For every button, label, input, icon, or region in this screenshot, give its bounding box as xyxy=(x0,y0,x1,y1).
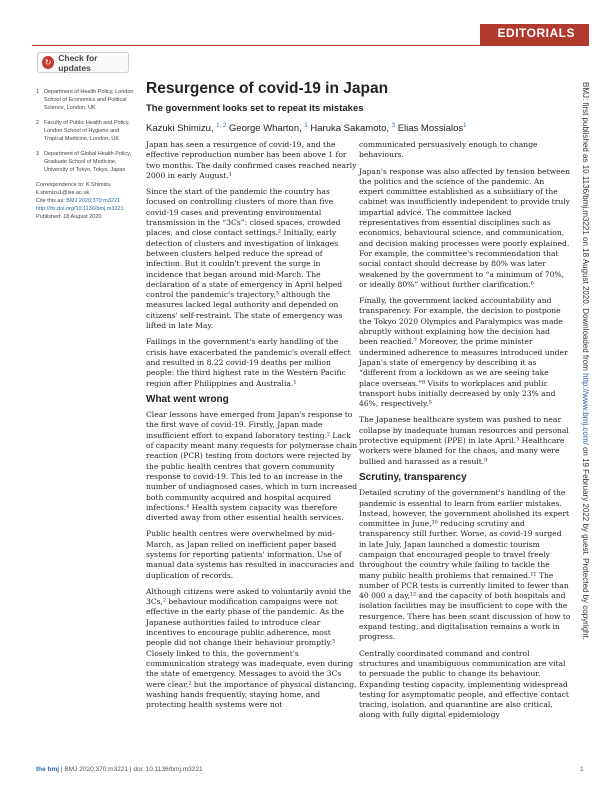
body-paragraph: Finally, the government lacked accountability and transparency. For example, the decision to postpone the Tokyo 2020 Olympics and Paralympics was made abruptly without explaining how the decision had been reached.⁷ Moreover, the prime minister undermined adherence to measures introduced under Japan's state of emergency by describing it as “different from a lockdown as we are seeing take place overseas.”⁸ Visits to workplaces and public transport hubs initially decreased by only 23% and 46%, respectively.⁵ xyxy=(359,296,568,409)
body-paragraph: Japan has seen a resurgence of covid-19, and the effective reproduction number has been above 1 for two months. The daily confirmed cases reached nearly 2000 in early August.¹ xyxy=(146,140,357,180)
affiliation xyxy=(36,119,136,143)
doi-link[interactable]: http://dx.doi.org/10.1136/bmj.m3221 xyxy=(36,206,124,212)
body-paragraph: Centrally coordinated command and control structures and unambiguous communication are vital to persuade the public to change its behaviour. Expanding testing capacity, implementing widespread testing for asymptomatic people, and effective contact tracing, isolation, and quarantine are also critical, along with fully digital epidemiology xyxy=(359,648,569,720)
body-column-right xyxy=(359,140,571,727)
body-column-left xyxy=(146,140,358,716)
correspondence-label: Correspondence to: K Shimizu xyxy=(36,182,111,188)
body-paragraph: Detailed scrutiny of the government's handling of the pandemic is essential to learn from earlier mistakes. Instead, however, the government abolished its expert committee in June,¹⁰ reducing scrutiny and transparency still further. Worse, as covid-19 surged in late July, Japan launched a domestic tourism campaign that encouraged people to travel freely throughout the country while failing to tackle the many public health problems that remained.¹¹ The number of PCR tests is currently limited to fewer than 40 000 a day,¹² and the capacity of both hospitals and isolation facilities may be insufficient to cope with the resurgence. There has been scant discussion of how to expand testing, and digitalisation remains a work in progress. xyxy=(359,488,571,642)
cite-reference[interactable]: BMJ 2020;370:m3221 xyxy=(66,198,121,204)
section-header-bar xyxy=(480,24,589,45)
body-paragraph: The Japanese healthcare system was pushed to near collapse by inadequate human resources and personal protective equipment (PPE) in late April.³ Healthcare workers were blamed for the chaos, and many were bullied and harassed as a result.⁹ xyxy=(359,415,569,466)
affiliation-number: 1 xyxy=(36,89,40,95)
article-title: Resurgence of covid-19 in Japan xyxy=(146,80,389,97)
published-date: Published: 18 August 2020 xyxy=(36,214,102,220)
body-paragraph: Although citizens were asked to voluntarily avoid the 3Cs,² behaviour modification campaigns were not effective in the early phase of the pandemic. As the Japanese authorities failed to introduce clear incentives to encourage public adherence, most people did not change their behaviour promptly.⁵ Closely linked to this, the government's communication strategy was inadequate, even during the state of emergency. Messages to avoid the 3Cs were clear,² but the importance of physical distancing, washing hands frequently, staying home, and protecting health systems were not xyxy=(146,586,357,710)
refresh-icon: ↻ xyxy=(42,56,54,69)
section-label: EDITORIALS xyxy=(497,26,575,40)
author-list xyxy=(146,123,566,134)
affiliation-number: 2 xyxy=(36,120,40,126)
bmj-site-link[interactable]: http://www.bmj.com/ xyxy=(581,373,590,445)
check-for-updates-button[interactable] xyxy=(37,52,129,73)
author-affiliation-ref: 1 xyxy=(463,123,467,129)
article-standfirst: The government looks set to repeat its mistakes xyxy=(146,103,364,114)
body-paragraph: Failings in the government's early handling of the crisis have exacerbated the pandemic's overall effect and resulted in 8.22 covid-19 deaths per million people: the third highest rate in the Western Pacific region after Philippines and Australia.¹ xyxy=(146,337,351,388)
body-paragraph: Public health centres were overwhelmed by mid-March, as Japan relied on inefficient paper based systems for reporting patients' information. Use of manual data systems has resulted in inaccuracies and duplication of records. xyxy=(146,529,355,580)
body-paragraph: Japan's response was also affected by tension between the politics and the science of the pandemic. An expert committee established as a subsidiary of the cabinet was insufficiently independent to provide truly impartial advice. The committee lacked representatives from essential disciplines such as economics, behavioural science, and communication, and decision making processes were poorly explained. For example, the committee's recommendation that social contact should decrease by 80% was later weakened by the government to “a minimum of 70%, or ideally 80%” without further clarification.⁶ xyxy=(359,166,571,289)
section-heading: Scrutiny, transparency xyxy=(359,471,467,483)
journal-brand: the bmj xyxy=(36,766,60,773)
header-rule xyxy=(32,45,589,46)
body-paragraph: Since the start of the pandemic the country has focused on controlling clusters of more than five covid-19 cases and preventing environmental transmission in the “3Cs”: closed spaces, crowded places, and close contact settings.² Initially, early detection of clusters and investigation of linkages between clusters helped reduce the spread of infection. But it couldn't prevent the surge in incidence that began around mid-March. The declaration of a state of emergency in April helped control the pandemic's trajectory,³ although the measures lacked legal authority and depended on citizens' self-restraint. The state of emergency was lifted in late May. xyxy=(146,187,343,331)
affiliation-number: 3 xyxy=(36,151,40,157)
affiliation xyxy=(36,88,136,112)
page-number: 1 xyxy=(580,766,584,773)
author-affiliation-ref: 3 xyxy=(391,123,396,129)
affiliation-text: Department of Health Policy, London School of Economics and Political Science, London, UK xyxy=(44,89,134,111)
author-name: Haruka Sakamoto, xyxy=(310,123,390,135)
side-note-text: BMJ: first published as 10.1136/bmj.m3221 on 18 August 2020. Downloaded from xyxy=(581,82,590,374)
author-name: Kazuki Shimizu, xyxy=(146,123,214,135)
author-name: George Wharton, xyxy=(228,123,302,135)
doi-line xyxy=(36,205,136,213)
correspondence-block xyxy=(36,181,136,221)
article-sidebar xyxy=(36,88,136,221)
correspondence-email[interactable]: k.shimizu1@lse.ac.uk xyxy=(36,190,90,196)
page-footer xyxy=(36,766,203,773)
side-note-text: on 19 February 2022 by guest. Protected by copyright. xyxy=(581,444,590,640)
copyright-side-note xyxy=(576,82,590,762)
body-paragraph: communicated persuasively enough to change behaviours. xyxy=(359,140,538,160)
footer-citation: | BMJ 2020;370:m3221 | doi: 10.1136/bmj.m3221 xyxy=(59,766,203,773)
affiliation-text: Department of Global Health Policy, Graduate School of Medicine, University of Tokyo, Tokyo, Japan xyxy=(44,151,132,173)
cite-line xyxy=(36,197,136,205)
author-affiliation-ref: 1 xyxy=(304,123,308,129)
section-heading: What went wrong xyxy=(146,393,229,405)
author-affiliation-ref: 1, 2 xyxy=(216,123,227,129)
body-paragraph: Clear lessons have emerged from Japan's response to the first wave of covid-19. Firstly, Japan made insufficient effort to expand laboratory testing.² Lack of capacity meant many requests for polymerase chain reaction (PCR) testing from doctors were rejected by the public health centres that govern community response to covid-19. This led to an increase in the number of undiagnosed cases, which in turn increased both community acquired and hospital acquired infections.⁴ Health system capacity was therefore diverted away from other essential health services. xyxy=(146,410,358,523)
cite-label: Cite this as: xyxy=(36,198,65,204)
affiliation-text: Faculty of Public Health and Policy, London School of Hygiene and Tropical Medicine, London, UK xyxy=(44,120,130,142)
affiliation xyxy=(36,150,136,174)
check-for-updates-label: Check for updates xyxy=(58,52,98,73)
author-name: Elias Mossialos xyxy=(397,123,464,135)
